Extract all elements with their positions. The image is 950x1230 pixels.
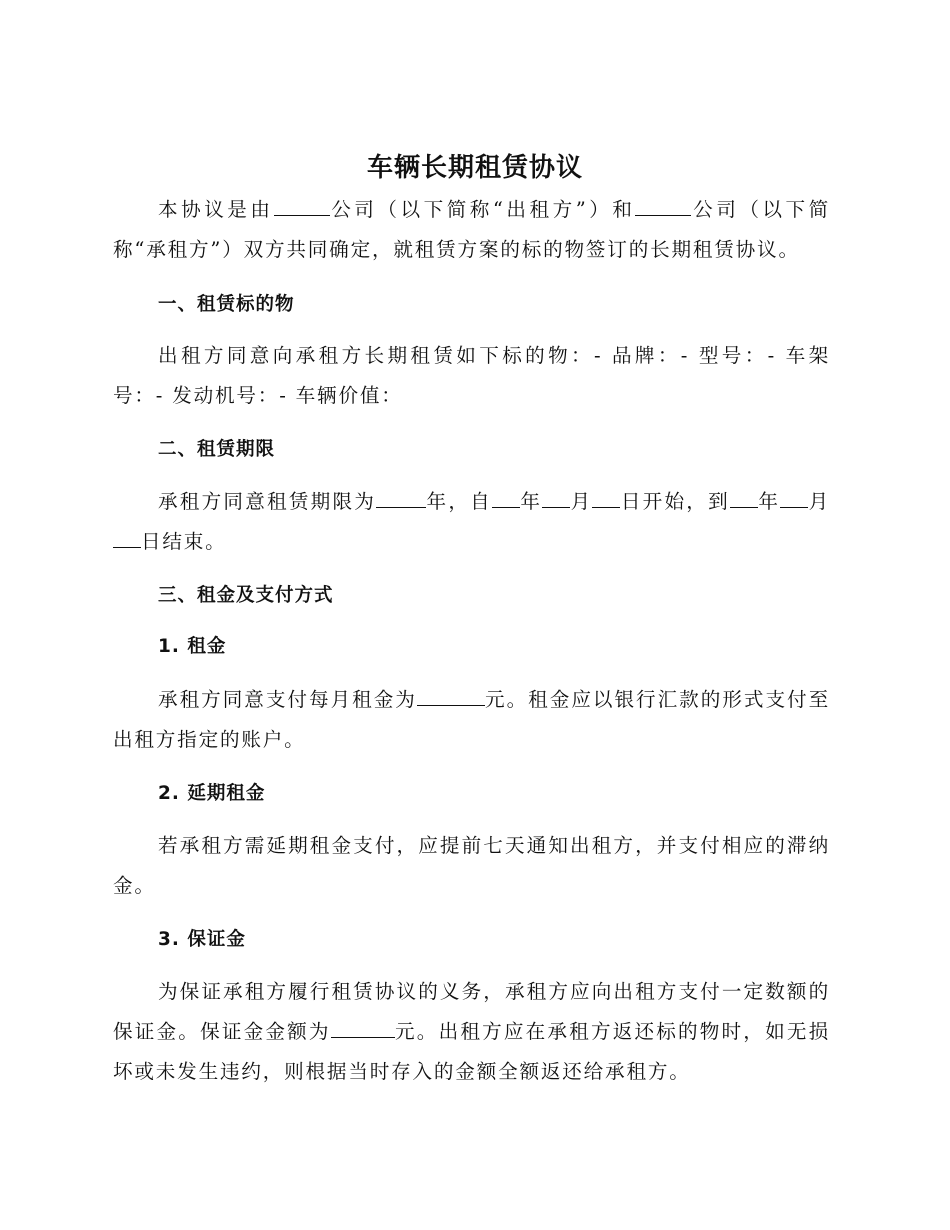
section1-heading: 一、租赁标的物	[158, 294, 295, 315]
term-text-2: 年，自	[426, 490, 492, 513]
rent-text-2: 元。租金应以银行汇款的形式支付至出租方指定的账户。	[113, 688, 830, 751]
intro-text-1: 本协议是由	[158, 198, 274, 221]
section1-paragraph: 出租方同意向承租方长期租赁如下标的物：- 品牌：- 型号：- 车架号：- 发动机号：- 车辆价值：	[113, 344, 830, 407]
deposit-text-2: 元。出租方应在承租方返还标的物时，如无损坏或未发生违约，则根据当时存入的金额全额返还给承租方。	[113, 1020, 831, 1083]
start-year-blank	[492, 487, 520, 508]
start-month-blank	[542, 487, 570, 508]
end-month-blank	[780, 487, 808, 508]
term-text-6: 年	[757, 490, 781, 513]
term-text-8: 日结束。	[141, 530, 227, 553]
section2-heading: 二、租赁期限	[158, 439, 276, 460]
start-day-blank	[592, 487, 620, 508]
rent-paragraph	[113, 680, 830, 760]
deferred-rent-paragraph: 若承租方需延期租金支付，应提前七天通知出租方，并支付相应的滞纳金。	[113, 834, 830, 897]
term-text-3: 年	[519, 490, 543, 513]
deposit-paragraph	[113, 972, 830, 1092]
term-text-4: 月	[570, 490, 593, 513]
intro-text-3: 公司（以下简称“承租方”）双方共同确定，就租赁方案的标的物签订的长期租赁协议。	[113, 198, 831, 261]
term-years-blank	[376, 487, 426, 508]
term-text-1: 承租方同意租赁期限为	[158, 490, 377, 513]
deposit-subheading: 3. 保证金	[158, 929, 246, 950]
monthly-rent-blank	[417, 685, 485, 706]
deposit-amount-blank	[331, 1017, 395, 1038]
rent-subheading: 1. 租金	[158, 636, 227, 657]
rent-text-1: 承租方同意支付每月租金为	[158, 688, 417, 711]
section2-paragraph	[113, 482, 830, 562]
deferred-rent-subheading: 2. 延期租金	[158, 783, 266, 804]
section3-heading: 三、租金及支付方式	[158, 585, 334, 606]
intro-paragraph	[113, 190, 830, 270]
document-title: 车辆长期租赁协议	[366, 153, 583, 183]
lessor-company-blank	[274, 195, 330, 216]
intro-text-2: 公司（以下简称“出租方”）和	[329, 198, 636, 221]
term-text-7: 月	[808, 490, 830, 513]
end-year-blank	[730, 487, 758, 508]
end-day-blank	[113, 527, 141, 548]
lessee-company-blank	[635, 195, 691, 216]
term-text-5: 日开始，到	[620, 490, 730, 513]
deposit-text-1: 为保证承租方履行租赁协议的义务，承租方应向出租方支付一定数额的保证金。保证金金额为	[113, 980, 830, 1043]
